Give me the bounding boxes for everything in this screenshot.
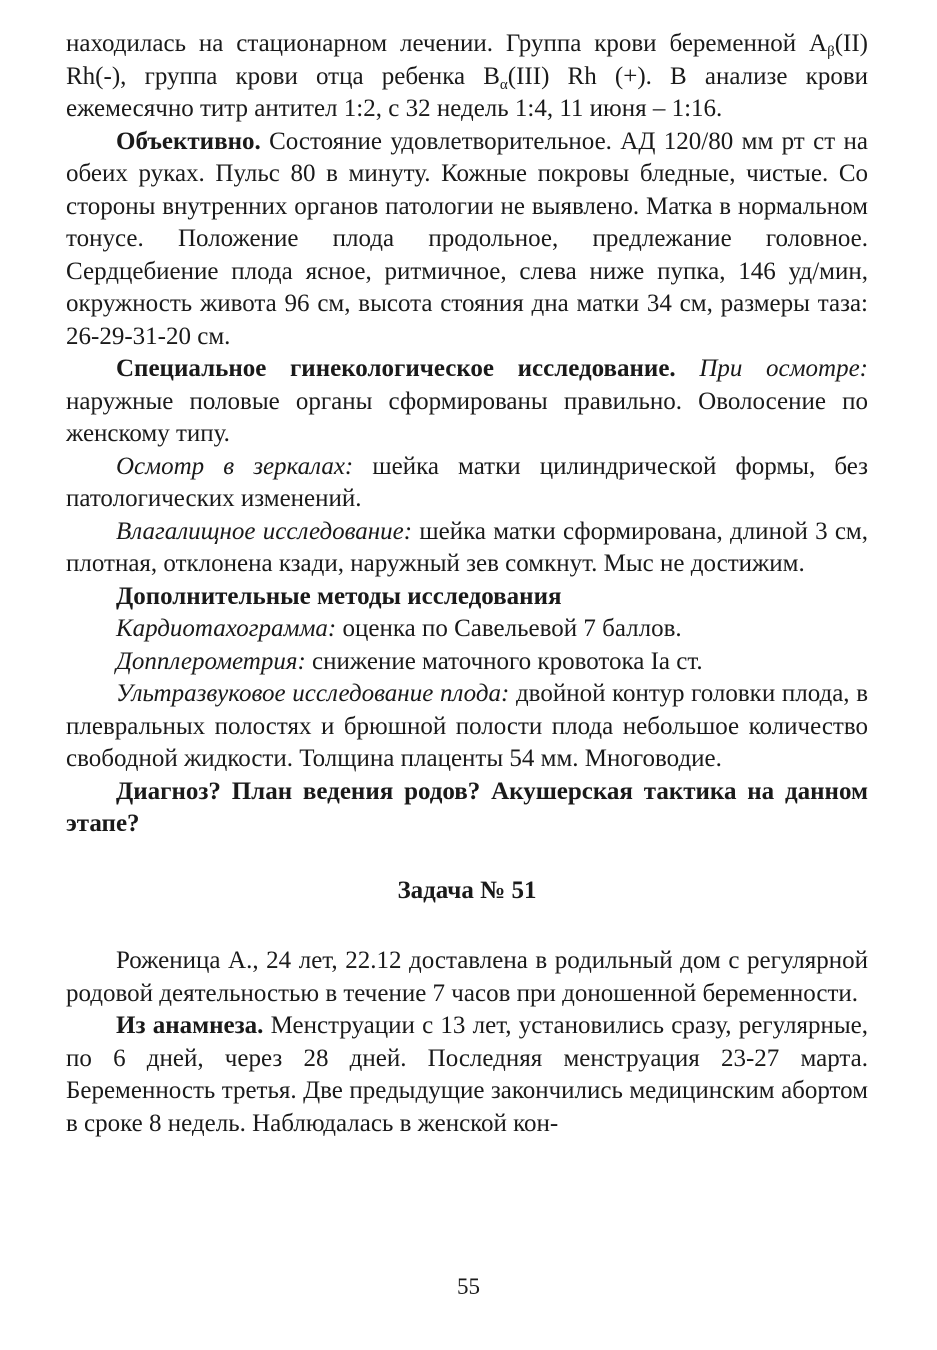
special-exam-label: Специальное гинекологическое исследование. xyxy=(116,355,676,382)
ultrasound-text: двойной контур головки плода, в плевральных полостях и брюшной полости плода небольшое количество свободной жидкости. Толщина плаценты 54 мм. Многоводие. xyxy=(66,680,869,772)
anamnesis-label: Из анамнеза. xyxy=(116,1012,264,1039)
doppler-label: Допплерометрия: xyxy=(116,647,306,675)
questions-text: Диагноз? План ведения родов? Акушерская тактика на данном этапе? xyxy=(66,777,868,837)
ctg-text: оценка по Савельевой 7 баллов. xyxy=(336,615,682,642)
task51-intro-text: Роженица А., 24 лет, 22.12 доставлена в родильный дом с регулярной родовой деятельностью в течение 7 часов при доношенной беременности. xyxy=(66,947,868,1007)
objective-label: Объективно. xyxy=(116,127,261,155)
vaginal-text: шейка матки сформирована, длиной 3 см, плотная, отклонена кзади, наружный зев сомкнут. Мыс не достижим. xyxy=(66,517,869,577)
special-exam-text: наружные половые органы сформированы правильно. Оволосение по женскому типу. xyxy=(66,387,868,447)
blood-mother-subscript: β xyxy=(827,44,835,60)
paragraph-objective xyxy=(66,126,868,354)
blood-group-text-3: (III) Rh (+). В анализе крови ежемесячно титр антител 1:2, с 32 недель 1:4, 11 июня – 1:16. xyxy=(66,62,868,122)
ultrasound-label: Ультразвуковое исследование плода: xyxy=(116,680,510,707)
special-exam-sublabel: При осмотре: xyxy=(699,355,869,382)
blood-father-subscript: α xyxy=(499,76,508,93)
paragraph-task51-intro xyxy=(66,945,868,1010)
blood-group-text-1: находилась на стационарном лечении. Группа крови беременной xyxy=(66,30,797,57)
vaginal-label: Влагалищное исследование: xyxy=(116,517,413,545)
paragraph-vaginal xyxy=(66,516,868,581)
speculum-text: шейка матки цилиндрической формы, без патологических изменений. xyxy=(66,452,868,512)
paragraph-speculum xyxy=(66,451,868,516)
paragraph-anamnesis xyxy=(66,1010,868,1140)
speculum-label: Осмотр в зеркалах: xyxy=(116,452,354,480)
doppler-text: снижение маточного кровотока Iа ст. xyxy=(305,647,703,675)
page-body xyxy=(66,28,868,1140)
paragraph-doppler xyxy=(66,646,868,679)
page-number: 55 xyxy=(457,1274,480,1299)
paragraph-ultrasound xyxy=(66,678,868,776)
paragraph-ctg xyxy=(66,613,868,646)
objective-text: Состояние удовлетворительное. АД 120/80 мм рт ст на обеих руках. Пульс 80 в минуту. Кожные покровы бледные, чистые. Со стороны внутренних органов патологии не выявлено. Матка в нормальном тонусе. Положение плода продольное, предлежание головное. Сердцебиение плода ясное, ритмичное, слева ниже пупка, 146 уд/мин, окружность живота 96 см, высота стояния дна матки 34 см, размеры таза: 26-29-31-20 см. xyxy=(66,127,868,350)
anamnesis-text: Менструации с 13 лет, установились сразу, регулярные, по 6 дней, через 28 дней. Последняя менструация 23-27 марта. Беременность третья. Две предыдущие закончились медицинским абортом в сроке 8 недель. Наблюдалась в женской кон- xyxy=(66,1012,868,1137)
additional-methods-heading xyxy=(66,581,868,614)
paragraph-special-exam xyxy=(66,353,868,451)
paragraph-continued xyxy=(66,28,868,126)
task-title: Задача № 51 xyxy=(397,876,537,904)
blood-mother-letter: A xyxy=(809,30,828,57)
blood-group-text-2: (II) Rh(-), группа крови отца ребенка B xyxy=(66,30,869,90)
ctg-label: Кардиотахограмма: xyxy=(116,615,337,642)
paragraph-questions xyxy=(66,776,868,841)
additional-methods-heading-text: Дополнительные методы исследования xyxy=(116,582,562,610)
